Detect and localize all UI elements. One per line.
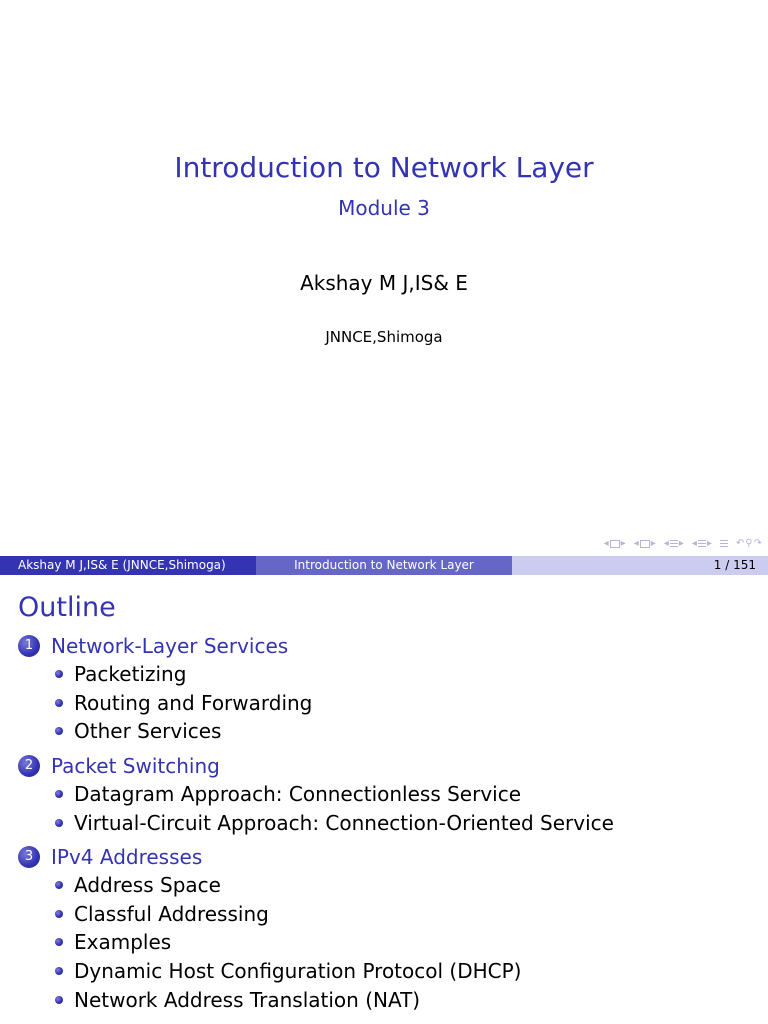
section-title[interactable]: Network-Layer Services <box>51 634 289 658</box>
subsection-list <box>18 780 768 837</box>
bullet-icon <box>55 967 63 975</box>
outline-section <box>18 843 768 1014</box>
outline-section <box>18 632 768 746</box>
bullet-icon <box>55 819 63 827</box>
author-name: Akshay M J,IS& E <box>300 271 468 295</box>
footline <box>0 556 768 575</box>
nav-forward-icon[interactable]: ↷ <box>753 538 762 549</box>
nav-section-group[interactable] <box>664 537 684 551</box>
nav-appendix-group[interactable] <box>720 540 728 548</box>
outline-section <box>18 752 768 837</box>
subsection-label[interactable]: Packetizing <box>74 662 187 687</box>
nav-section-icon[interactable] <box>670 540 678 548</box>
nav-subsection-group[interactable] <box>634 537 656 551</box>
nav-document-group[interactable] <box>692 537 712 551</box>
outline-slide <box>0 576 768 1024</box>
subsection-item[interactable] <box>55 985 768 1014</box>
nav-prev-subsection-icon[interactable]: ◂ <box>633 538 639 549</box>
subsection-label[interactable]: Datagram Approach: Connectionless Service <box>74 782 522 807</box>
nav-next-section-icon[interactable]: ▸ <box>678 538 684 549</box>
navigation-symbols <box>598 537 762 551</box>
nav-next-subsection-icon[interactable]: ▸ <box>650 538 656 549</box>
subsection-item[interactable] <box>55 871 768 900</box>
bullet-icon <box>55 938 63 946</box>
bullet-icon <box>55 910 63 918</box>
subsection-label[interactable]: Virtual-Circuit Approach: Connection-Oriented Service <box>74 810 614 835</box>
subsection-item[interactable] <box>55 717 768 746</box>
bullet-icon <box>55 881 63 889</box>
presentation-subtitle: Module 3 <box>338 196 430 220</box>
nav-next-frame-icon[interactable]: ▸ <box>620 538 626 549</box>
subsection-label[interactable]: Other Services <box>74 719 222 744</box>
section-heading[interactable] <box>18 843 768 871</box>
section-number-badge: 1 <box>18 635 40 657</box>
footline-page-number: 1 / 151 <box>512 556 768 575</box>
footline-title: Introduction to Network Layer <box>256 556 512 575</box>
bullet-icon <box>55 670 63 678</box>
subsection-label[interactable]: Network Address Translation (NAT) <box>74 987 421 1012</box>
subsection-label[interactable]: Address Space <box>74 873 221 898</box>
nav-back-forward-icon[interactable]: ↶ <box>735 538 745 549</box>
subsection-list <box>18 660 768 746</box>
nav-frame-group[interactable] <box>604 537 626 551</box>
subsection-label[interactable]: Classful Addressing <box>74 901 269 926</box>
section-title[interactable]: IPv4 Addresses <box>51 844 203 869</box>
nav-frame-icon[interactable] <box>610 540 620 548</box>
nav-appendix-icon[interactable] <box>720 540 728 548</box>
subsection-label[interactable]: Examples <box>74 930 172 955</box>
bullet-icon <box>55 996 63 1004</box>
bullet-icon <box>55 790 63 798</box>
subsection-item[interactable] <box>55 660 768 689</box>
subsection-item[interactable] <box>55 808 768 837</box>
subsection-item[interactable] <box>55 957 768 986</box>
nav-document-icon[interactable] <box>698 540 706 548</box>
section-number-badge: 2 <box>18 755 40 777</box>
nav-search-group[interactable] <box>736 537 762 551</box>
bullet-icon <box>55 727 63 735</box>
bullet-icon <box>55 699 63 707</box>
outline-title: Outline <box>18 592 116 623</box>
subsection-label[interactable]: Dynamic Host Configuration Protocol (DHCP) <box>74 959 522 984</box>
nav-next-document-icon[interactable]: ▸ <box>706 538 712 549</box>
subsection-item[interactable] <box>55 689 768 718</box>
section-heading[interactable] <box>18 632 768 660</box>
section-heading[interactable] <box>18 752 768 780</box>
presentation-title: Introduction to Network Layer <box>174 151 594 184</box>
section-number-badge: 3 <box>18 846 40 868</box>
nav-prev-frame-icon[interactable]: ◂ <box>603 538 609 549</box>
nav-subsection-icon[interactable] <box>640 540 650 548</box>
subsection-item[interactable] <box>55 928 768 957</box>
footline-author: Akshay M J,IS& E (JNNCE,Shimoga) <box>0 556 256 575</box>
subsection-list <box>18 871 768 1014</box>
outline-sections <box>18 632 768 1014</box>
section-title[interactable]: Packet Switching <box>51 753 220 778</box>
subsection-label[interactable]: Routing and Forwarding <box>74 690 313 715</box>
subsection-item[interactable] <box>55 780 768 809</box>
institute-name: JNNCE,Shimoga <box>325 328 443 346</box>
nav-prev-section-icon[interactable]: ◂ <box>663 538 669 549</box>
nav-prev-document-icon[interactable]: ◂ <box>691 538 697 549</box>
nav-search-icon[interactable]: ⚲ <box>745 538 753 549</box>
subsection-item[interactable] <box>55 900 768 929</box>
